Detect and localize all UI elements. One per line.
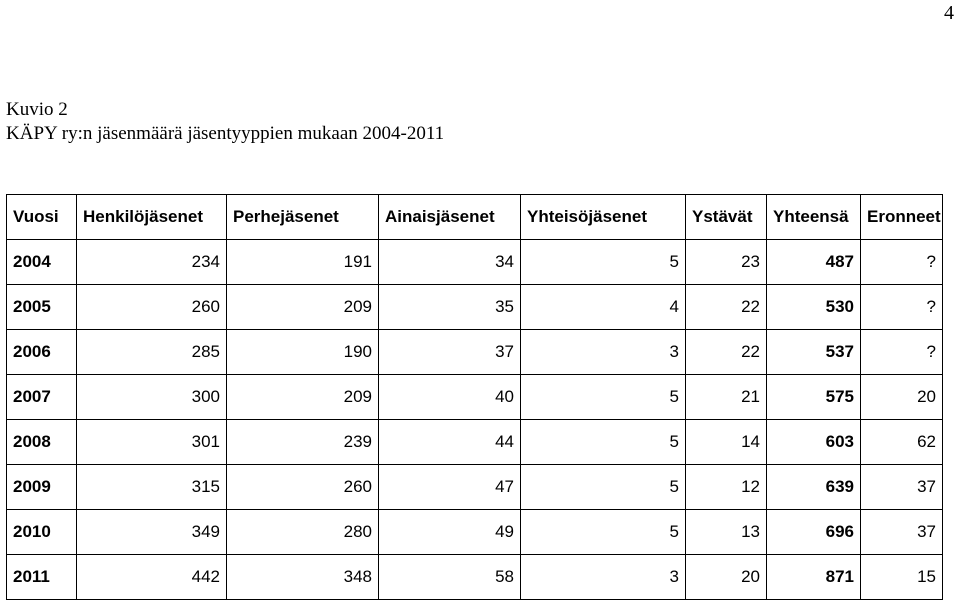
cell-friends: 20: [686, 555, 767, 600]
cell-family-members: 209: [227, 285, 379, 330]
cell-family-members: 348: [227, 555, 379, 600]
cell-individual-members: 315: [77, 465, 227, 510]
cell-corporate-members: 5: [521, 420, 686, 465]
cell-lifetime-members: 34: [379, 240, 521, 285]
cell-friends: 14: [686, 420, 767, 465]
cell-year: 2008: [7, 420, 77, 465]
cell-total: 575: [767, 375, 861, 420]
table-header-row: [7, 195, 943, 240]
cell-year: 2007: [7, 375, 77, 420]
cell-individual-members: 300: [77, 375, 227, 420]
cell-individual-members: 349: [77, 510, 227, 555]
cell-year: 2005: [7, 285, 77, 330]
cell-year: 2011: [7, 555, 77, 600]
cell-family-members: 191: [227, 240, 379, 285]
header-corporate-members: Yhteisöjäsenet: [521, 195, 686, 240]
cell-lifetime-members: 40: [379, 375, 521, 420]
cell-family-members: 260: [227, 465, 379, 510]
header-friends: Ystävät: [686, 195, 767, 240]
cell-friends: 23: [686, 240, 767, 285]
cell-individual-members: 234: [77, 240, 227, 285]
cell-total: 487: [767, 240, 861, 285]
page-number: 4: [944, 2, 954, 24]
table-row: [7, 510, 943, 555]
cell-corporate-members: 5: [521, 240, 686, 285]
cell-resigned: 62: [861, 420, 943, 465]
cell-individual-members: 260: [77, 285, 227, 330]
cell-individual-members: 442: [77, 555, 227, 600]
cell-lifetime-members: 58: [379, 555, 521, 600]
cell-total: 696: [767, 510, 861, 555]
cell-lifetime-members: 35: [379, 285, 521, 330]
cell-corporate-members: 4: [521, 285, 686, 330]
cell-resigned: 15: [861, 555, 943, 600]
cell-corporate-members: 5: [521, 375, 686, 420]
cell-corporate-members: 5: [521, 465, 686, 510]
cell-family-members: 209: [227, 375, 379, 420]
cell-resigned: 20: [861, 375, 943, 420]
header-lifetime-members: Ainaisjäsenet: [379, 195, 521, 240]
header-family-members: Perhejäsenet: [227, 195, 379, 240]
cell-lifetime-members: 37: [379, 330, 521, 375]
cell-friends: 13: [686, 510, 767, 555]
cell-year: 2009: [7, 465, 77, 510]
table-row: [7, 420, 943, 465]
cell-corporate-members: 3: [521, 330, 686, 375]
cell-total: 639: [767, 465, 861, 510]
cell-year: 2010: [7, 510, 77, 555]
cell-total: 537: [767, 330, 861, 375]
cell-family-members: 239: [227, 420, 379, 465]
table-row: [7, 240, 943, 285]
cell-resigned: ?: [861, 285, 943, 330]
cell-lifetime-members: 44: [379, 420, 521, 465]
figure-title: KÄPY ry:n jäsenmäärä jäsentyyppien mukaan 2004-2011: [6, 123, 445, 144]
cell-friends: 12: [686, 465, 767, 510]
cell-corporate-members: 3: [521, 555, 686, 600]
cell-individual-members: 301: [77, 420, 227, 465]
table-row: [7, 330, 943, 375]
table-row: [7, 555, 943, 600]
figure-label: Kuvio 2: [6, 99, 68, 120]
membership-table: [6, 194, 943, 600]
cell-year: 2006: [7, 330, 77, 375]
header-individual-members: Henkilöjäsenet: [77, 195, 227, 240]
header-resigned: Eronneet: [861, 195, 943, 240]
cell-friends: 22: [686, 285, 767, 330]
header-total: Yhteensä: [767, 195, 861, 240]
cell-resigned: 37: [861, 510, 943, 555]
cell-family-members: 190: [227, 330, 379, 375]
cell-total: 603: [767, 420, 861, 465]
cell-resigned: ?: [861, 240, 943, 285]
cell-corporate-members: 5: [521, 510, 686, 555]
table-row: [7, 285, 943, 330]
cell-year: 2004: [7, 240, 77, 285]
cell-total: 530: [767, 285, 861, 330]
figure-caption: [6, 98, 444, 146]
cell-total: 871: [767, 555, 861, 600]
table-row: [7, 465, 943, 510]
cell-resigned: ?: [861, 330, 943, 375]
cell-lifetime-members: 47: [379, 465, 521, 510]
cell-resigned: 37: [861, 465, 943, 510]
cell-friends: 22: [686, 330, 767, 375]
table-row: [7, 375, 943, 420]
header-year: Vuosi: [7, 195, 77, 240]
cell-individual-members: 285: [77, 330, 227, 375]
cell-family-members: 280: [227, 510, 379, 555]
cell-lifetime-members: 49: [379, 510, 521, 555]
cell-friends: 21: [686, 375, 767, 420]
